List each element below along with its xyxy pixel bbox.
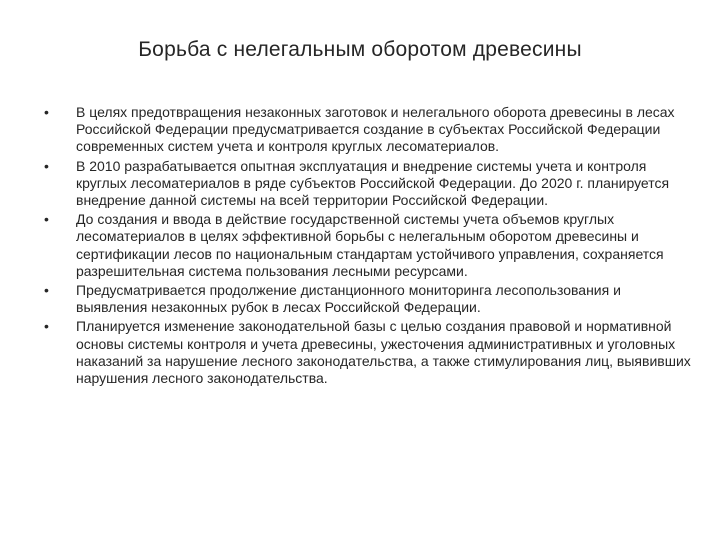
bullet-icon: • bbox=[44, 157, 49, 174]
bullet-item bbox=[44, 282, 694, 316]
bullet-icon: • bbox=[44, 318, 49, 335]
slide-title: Борьба с нелегальным оборотом древесины bbox=[138, 38, 582, 61]
bullet-item bbox=[44, 211, 694, 280]
bullet-text: Планируется изменение законодательной базы с целью создания правовой и нормативной основы системы контроля и учета древесины, ужесточения административных и уголовных наказаний за нарушение лесного законодательства, а также стимулирования лиц, выявивших нарушения лесного законодательства. bbox=[76, 318, 691, 387]
bullet-text: До создания и ввода в действие государственной системы учета объемов круглых лесоматериалов в целях эффективной борьбы с нелегальным оборотом древесины и сертификации лесов по национальным стандартам устойчивого управления, сохраняется разрешительная система пользования лесными ресурсами. bbox=[76, 211, 664, 279]
bullet-text: Предусматривается продолжение дистанционного мониторинга лесопользования и выявления незаконных рубок в лесах Российской Федерации. bbox=[76, 282, 621, 316]
bullet-item bbox=[44, 158, 694, 210]
bullet-icon: • bbox=[44, 211, 49, 228]
bullet-item bbox=[44, 104, 694, 156]
bullet-icon: • bbox=[44, 104, 49, 120]
bullet-text: В 2010 разрабатывается опытная эксплуатация и внедрение системы учета и контроля круглых лесоматериалов в ряде субъектов Российской Федерации. До 2020 г. планируется внедрение данной системы на всей территории Российской Федерации. bbox=[76, 157, 670, 209]
bullet-text: В целях предотвращения незаконных заготовок и нелегального оборота древесины в лесах Российской Федерации предусматривается создание в субъектах Российской Федерации современных систем учета и контроля круглых лесоматериалов. bbox=[76, 104, 675, 155]
bullet-item bbox=[44, 318, 694, 387]
bullet-icon: • bbox=[44, 282, 49, 299]
bullet-list bbox=[44, 104, 694, 389]
